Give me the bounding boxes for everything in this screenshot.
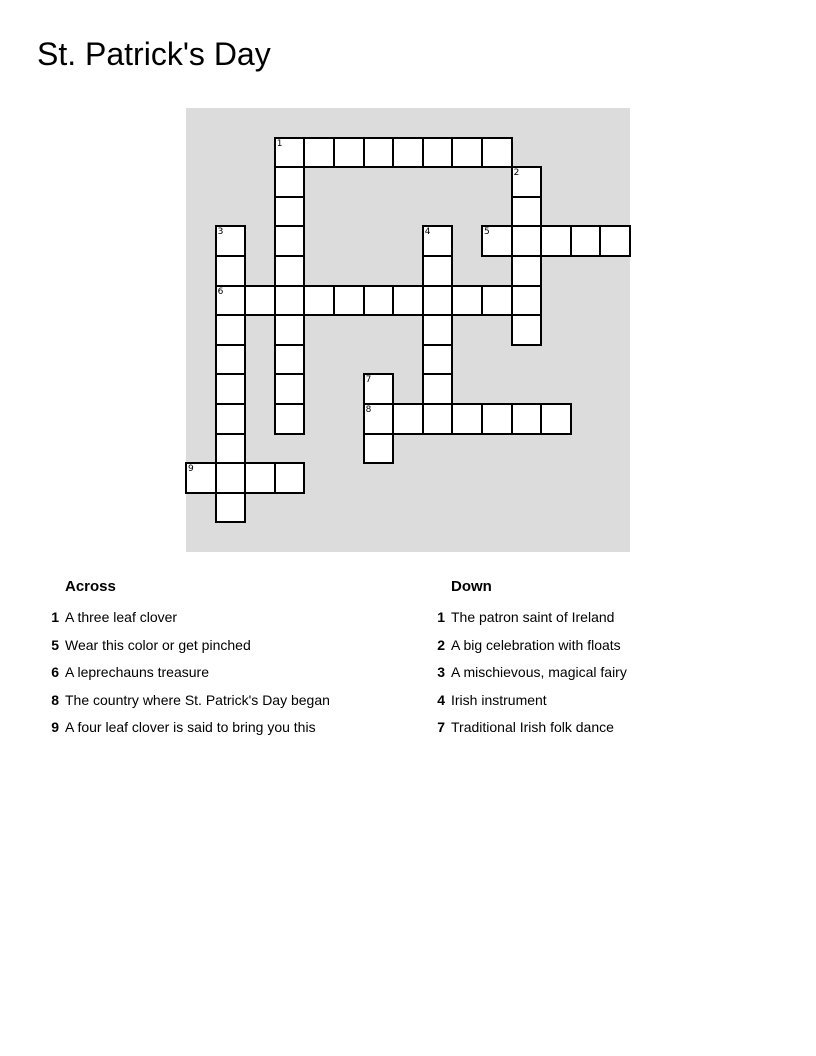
- clue-number: 5: [51, 636, 59, 653]
- crossword-cell[interactable]: [481, 225, 513, 257]
- crossword-cell[interactable]: [511, 403, 543, 435]
- crossword-cell[interactable]: [215, 344, 247, 376]
- crossword-cell[interactable]: [511, 166, 543, 198]
- crossword-cell[interactable]: [392, 285, 424, 317]
- crossword-cell[interactable]: [422, 285, 454, 317]
- clue-row: [426, 632, 627, 660]
- down-heading: Down: [451, 578, 492, 595]
- crossword-grid: [186, 108, 630, 552]
- clue-row: [426, 604, 627, 632]
- clue-text: The patron saint of Ireland: [451, 609, 615, 625]
- crossword-cell[interactable]: [274, 403, 306, 435]
- clue-number: 4: [437, 691, 445, 708]
- crossword-cell[interactable]: [274, 344, 306, 376]
- crossword-cell[interactable]: [422, 314, 454, 346]
- crossword-cell[interactable]: [274, 166, 306, 198]
- clue-number: 1: [51, 609, 59, 625]
- crossword-cell[interactable]: [303, 137, 335, 169]
- crossword-cell[interactable]: [303, 285, 335, 317]
- cell-number: 7: [365, 375, 372, 386]
- page-title: St. Patrick's Day: [37, 36, 271, 72]
- clue-row: [40, 604, 330, 632]
- crossword-cell[interactable]: [215, 373, 247, 405]
- cell-number: 6: [217, 286, 224, 297]
- crossword-cell[interactable]: [363, 433, 395, 465]
- crossword-cell[interactable]: [422, 403, 454, 435]
- crossword-cell[interactable]: [363, 373, 395, 405]
- crossword-cell[interactable]: [363, 285, 395, 317]
- cell-number: 1: [276, 138, 283, 149]
- crossword-cell[interactable]: [451, 285, 483, 317]
- cell-number: 2: [513, 168, 520, 179]
- crossword-cell[interactable]: [422, 255, 454, 287]
- clue-text: Wear this color or get pinched: [65, 636, 251, 653]
- clue-text: A leprechauns treasure: [65, 664, 209, 680]
- crossword-cell[interactable]: [274, 137, 306, 169]
- crossword-cell[interactable]: [215, 492, 247, 524]
- clue-number: 8: [51, 691, 59, 708]
- clue-number: 3: [437, 664, 445, 680]
- crossword-cell[interactable]: [215, 225, 247, 257]
- crossword-cell[interactable]: [215, 403, 247, 435]
- crossword-cell[interactable]: [363, 403, 395, 435]
- across-heading: Across: [65, 578, 116, 595]
- clue-row: [426, 714, 627, 742]
- crossword-cell[interactable]: [511, 225, 543, 257]
- clue-row: [40, 632, 330, 660]
- crossword-cell[interactable]: [451, 403, 483, 435]
- crossword-cell[interactable]: [215, 255, 247, 287]
- crossword-cell[interactable]: [274, 373, 306, 405]
- crossword-cell[interactable]: [215, 462, 247, 494]
- across-clues: [40, 574, 330, 742]
- crossword-cell[interactable]: [274, 196, 306, 228]
- crossword-cell[interactable]: [540, 225, 572, 257]
- down-clues: [426, 574, 627, 742]
- clue-text: Traditional Irish folk dance: [451, 719, 614, 735]
- crossword-cell[interactable]: [215, 433, 247, 465]
- clue-text: A three leaf clover: [65, 609, 178, 625]
- crossword-cell[interactable]: [511, 314, 543, 346]
- clue-number: 1: [437, 609, 445, 625]
- clue-row: [426, 687, 627, 715]
- crossword-cell[interactable]: [599, 225, 631, 257]
- crossword-cell[interactable]: [422, 137, 454, 169]
- crossword-cell[interactable]: [511, 255, 543, 287]
- crossword-cell[interactable]: [422, 344, 454, 376]
- crossword-cell[interactable]: [274, 225, 306, 257]
- crossword-cell[interactable]: [274, 285, 306, 317]
- cell-number: 3: [217, 227, 224, 238]
- clue-text: The country where St. Patrick's Day began: [65, 691, 330, 708]
- crossword-cell[interactable]: [422, 373, 454, 405]
- clue-text: Irish instrument: [451, 691, 547, 708]
- crossword-cell[interactable]: [392, 403, 424, 435]
- crossword-cell[interactable]: [570, 225, 602, 257]
- crossword-cell[interactable]: [422, 225, 454, 257]
- crossword-cell[interactable]: [333, 137, 365, 169]
- clue-row: [40, 659, 330, 687]
- clue-text: A four leaf clover is said to bring you this: [65, 719, 316, 735]
- clue-row: [426, 659, 627, 687]
- clue-number: 9: [51, 719, 59, 735]
- crossword-cell[interactable]: [244, 462, 276, 494]
- clue-row: [40, 687, 330, 715]
- crossword-cell[interactable]: [244, 285, 276, 317]
- crossword-cell[interactable]: [392, 137, 424, 169]
- crossword-cell[interactable]: [481, 137, 513, 169]
- crossword-cell[interactable]: [540, 403, 572, 435]
- crossword-cell[interactable]: [185, 462, 217, 494]
- crossword-cell[interactable]: [481, 403, 513, 435]
- clue-row: [40, 714, 330, 742]
- crossword-cell[interactable]: [511, 285, 543, 317]
- cell-number: 5: [484, 227, 490, 238]
- crossword-cell[interactable]: [274, 314, 306, 346]
- cell-number: 8: [365, 405, 372, 415]
- cell-number: 9: [188, 464, 194, 475]
- crossword-cell[interactable]: [215, 285, 247, 317]
- clue-number: 7: [437, 719, 445, 735]
- crossword-cell[interactable]: [481, 285, 513, 317]
- clue-text: A big celebration with floats: [451, 636, 621, 653]
- clue-text: A mischievous, magical fairy: [451, 664, 627, 680]
- crossword-cell[interactable]: [511, 196, 543, 228]
- clue-number: 6: [51, 664, 59, 680]
- crossword-cell[interactable]: [333, 285, 365, 317]
- clue-number: 2: [437, 636, 445, 653]
- crossword-cell[interactable]: [215, 314, 247, 346]
- crossword-cell[interactable]: [363, 137, 395, 169]
- crossword-cell[interactable]: [274, 462, 306, 494]
- crossword-cell[interactable]: [274, 255, 306, 287]
- cell-number: 4: [424, 227, 431, 238]
- crossword-cell[interactable]: [451, 137, 483, 169]
